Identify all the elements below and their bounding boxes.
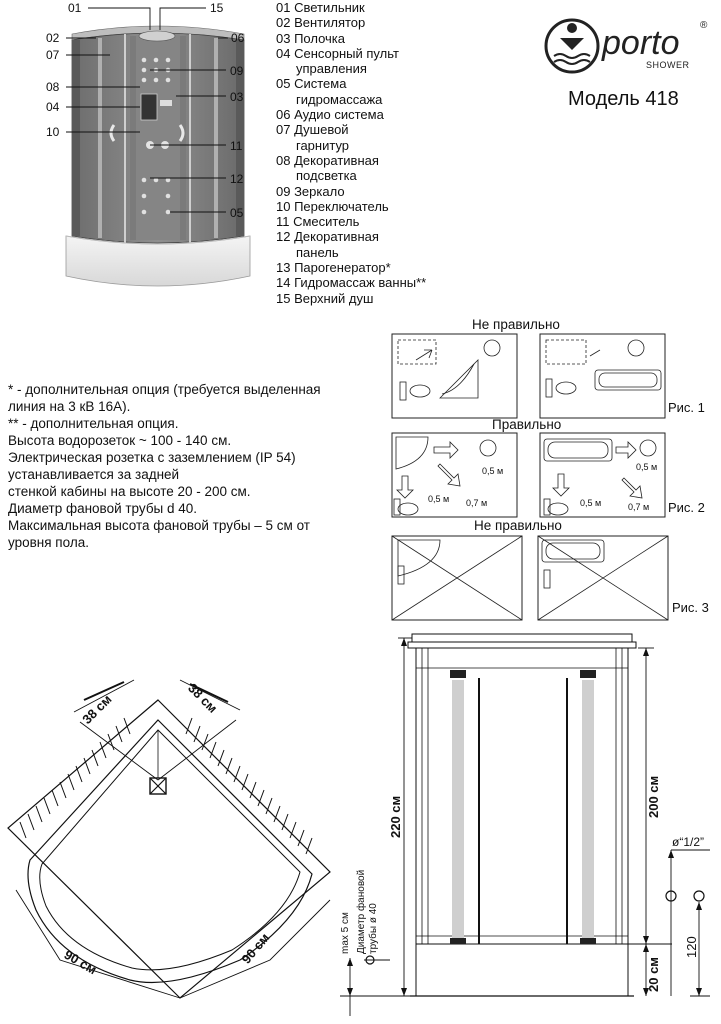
label-fig1: Рис. 1	[668, 400, 705, 415]
model-title: Модель 418	[568, 88, 679, 110]
callout-04: 04	[46, 100, 60, 114]
dist-label: 0,7 м	[466, 498, 488, 508]
dist-label: 0,5 м	[636, 462, 658, 472]
legend-item: управления	[296, 61, 367, 77]
legend-item: 12 Декоративная	[276, 229, 379, 245]
callout-07: 07	[46, 48, 60, 62]
legend-item: 11 Смеситель	[276, 214, 360, 230]
dim-38-left: 38 см	[79, 691, 115, 727]
callout-01: 01	[68, 1, 82, 15]
callout-09: 09	[230, 64, 244, 78]
legend-item: 14 Гидромассаж ванны**	[276, 275, 427, 291]
note-line: Высота водорозеток ~ 100 - 140 см.	[8, 433, 232, 448]
legend-item: подсветка	[296, 168, 357, 184]
dist-label: 0,5 м	[482, 466, 504, 476]
callout-02: 02	[46, 31, 60, 45]
parts-legend	[276, 0, 466, 306]
legend-item: панель	[296, 244, 339, 260]
note-line: стенкой кабины на высоте 20 - 200 см.	[8, 484, 251, 499]
dist-label: 0,5 м	[580, 498, 602, 508]
legend-item: 13 Парогенератор*	[276, 260, 391, 276]
brand-registered: ®	[700, 20, 708, 31]
drain-diameter-2: трубы ø 40	[368, 903, 379, 954]
elevation-drawing	[330, 628, 721, 1024]
callout-11: 11	[230, 139, 243, 153]
legend-item: 07 Душевой	[276, 122, 349, 138]
legend-item: 06 Аудио система	[276, 107, 384, 123]
installation-notes	[8, 381, 378, 551]
callout-10: 10	[46, 125, 60, 139]
porto-logo	[540, 8, 715, 88]
dist-label: 0,5 м	[428, 494, 450, 504]
brand-name: porto	[602, 24, 680, 62]
note-line: уровня пола.	[8, 535, 89, 550]
dim-120: 120	[684, 936, 699, 958]
callout-08: 08	[46, 80, 60, 94]
legend-item: 01 Светильник	[276, 0, 365, 15]
floor-plan	[0, 660, 340, 1024]
label-right: Правильно	[492, 417, 562, 432]
callout-15: 15	[210, 1, 224, 15]
dim-200: 200 см	[646, 775, 661, 818]
dim-220: 220 см	[388, 795, 403, 838]
placement-diagrams	[380, 316, 721, 624]
dim-20: 20 см	[646, 957, 661, 992]
dist-label: 0,7 м	[628, 502, 650, 512]
drain-diameter-1: Диаметр фановой	[356, 869, 367, 954]
legend-item: гарнитур	[296, 137, 350, 153]
dim-38-right: 38 см	[185, 680, 221, 716]
legend-item: гидромассажа	[296, 91, 383, 107]
callout-06: 06	[231, 31, 245, 45]
label-wrong-bottom: Не правильно	[474, 518, 562, 533]
legend-item: 05 Система	[276, 76, 347, 92]
note-line: Максимальная высота фановой трубы – 5 см от	[8, 518, 310, 533]
legend-item: 15 Верхний душ	[276, 290, 374, 306]
legend-item: 09 Зеркало	[276, 183, 345, 199]
note-line: линия на 3 кВ 16А).	[8, 399, 131, 414]
legend-item: 10 Переключатель	[276, 198, 389, 214]
dim-90-left: 90 см	[61, 946, 100, 978]
legend-item: 02 Вентилятор	[276, 15, 366, 31]
pipe-diameter: ø“1/2”	[672, 835, 705, 849]
legend-item: 03 Полочка	[276, 30, 346, 46]
label-wrong-top: Не правильно	[472, 317, 560, 332]
callout-03: 03	[230, 90, 244, 104]
legend-item: 04 Сенсорный пульт	[276, 45, 399, 61]
note-line: Диаметр фановой трубы d 40.	[8, 501, 198, 516]
dim-90-right: 90 см	[238, 930, 273, 967]
note-line: * - дополнительная опция (требуется выделенная	[8, 382, 321, 397]
label-fig3: Рис. 3	[672, 600, 709, 615]
label-fig2: Рис. 2	[668, 500, 705, 515]
brand-sub: SHOWER	[646, 60, 690, 70]
note-line: Электрическая розетка с заземлением (IP 54)	[8, 450, 296, 465]
note-line: ** - дополнительная опция.	[8, 416, 179, 431]
drain-max: max 5 см	[340, 912, 351, 954]
callout-05: 05	[230, 206, 244, 220]
legend-item: 08 Декоративная	[276, 152, 379, 168]
callout-12: 12	[230, 172, 244, 186]
note-line: устанавливается за задней	[8, 467, 180, 482]
